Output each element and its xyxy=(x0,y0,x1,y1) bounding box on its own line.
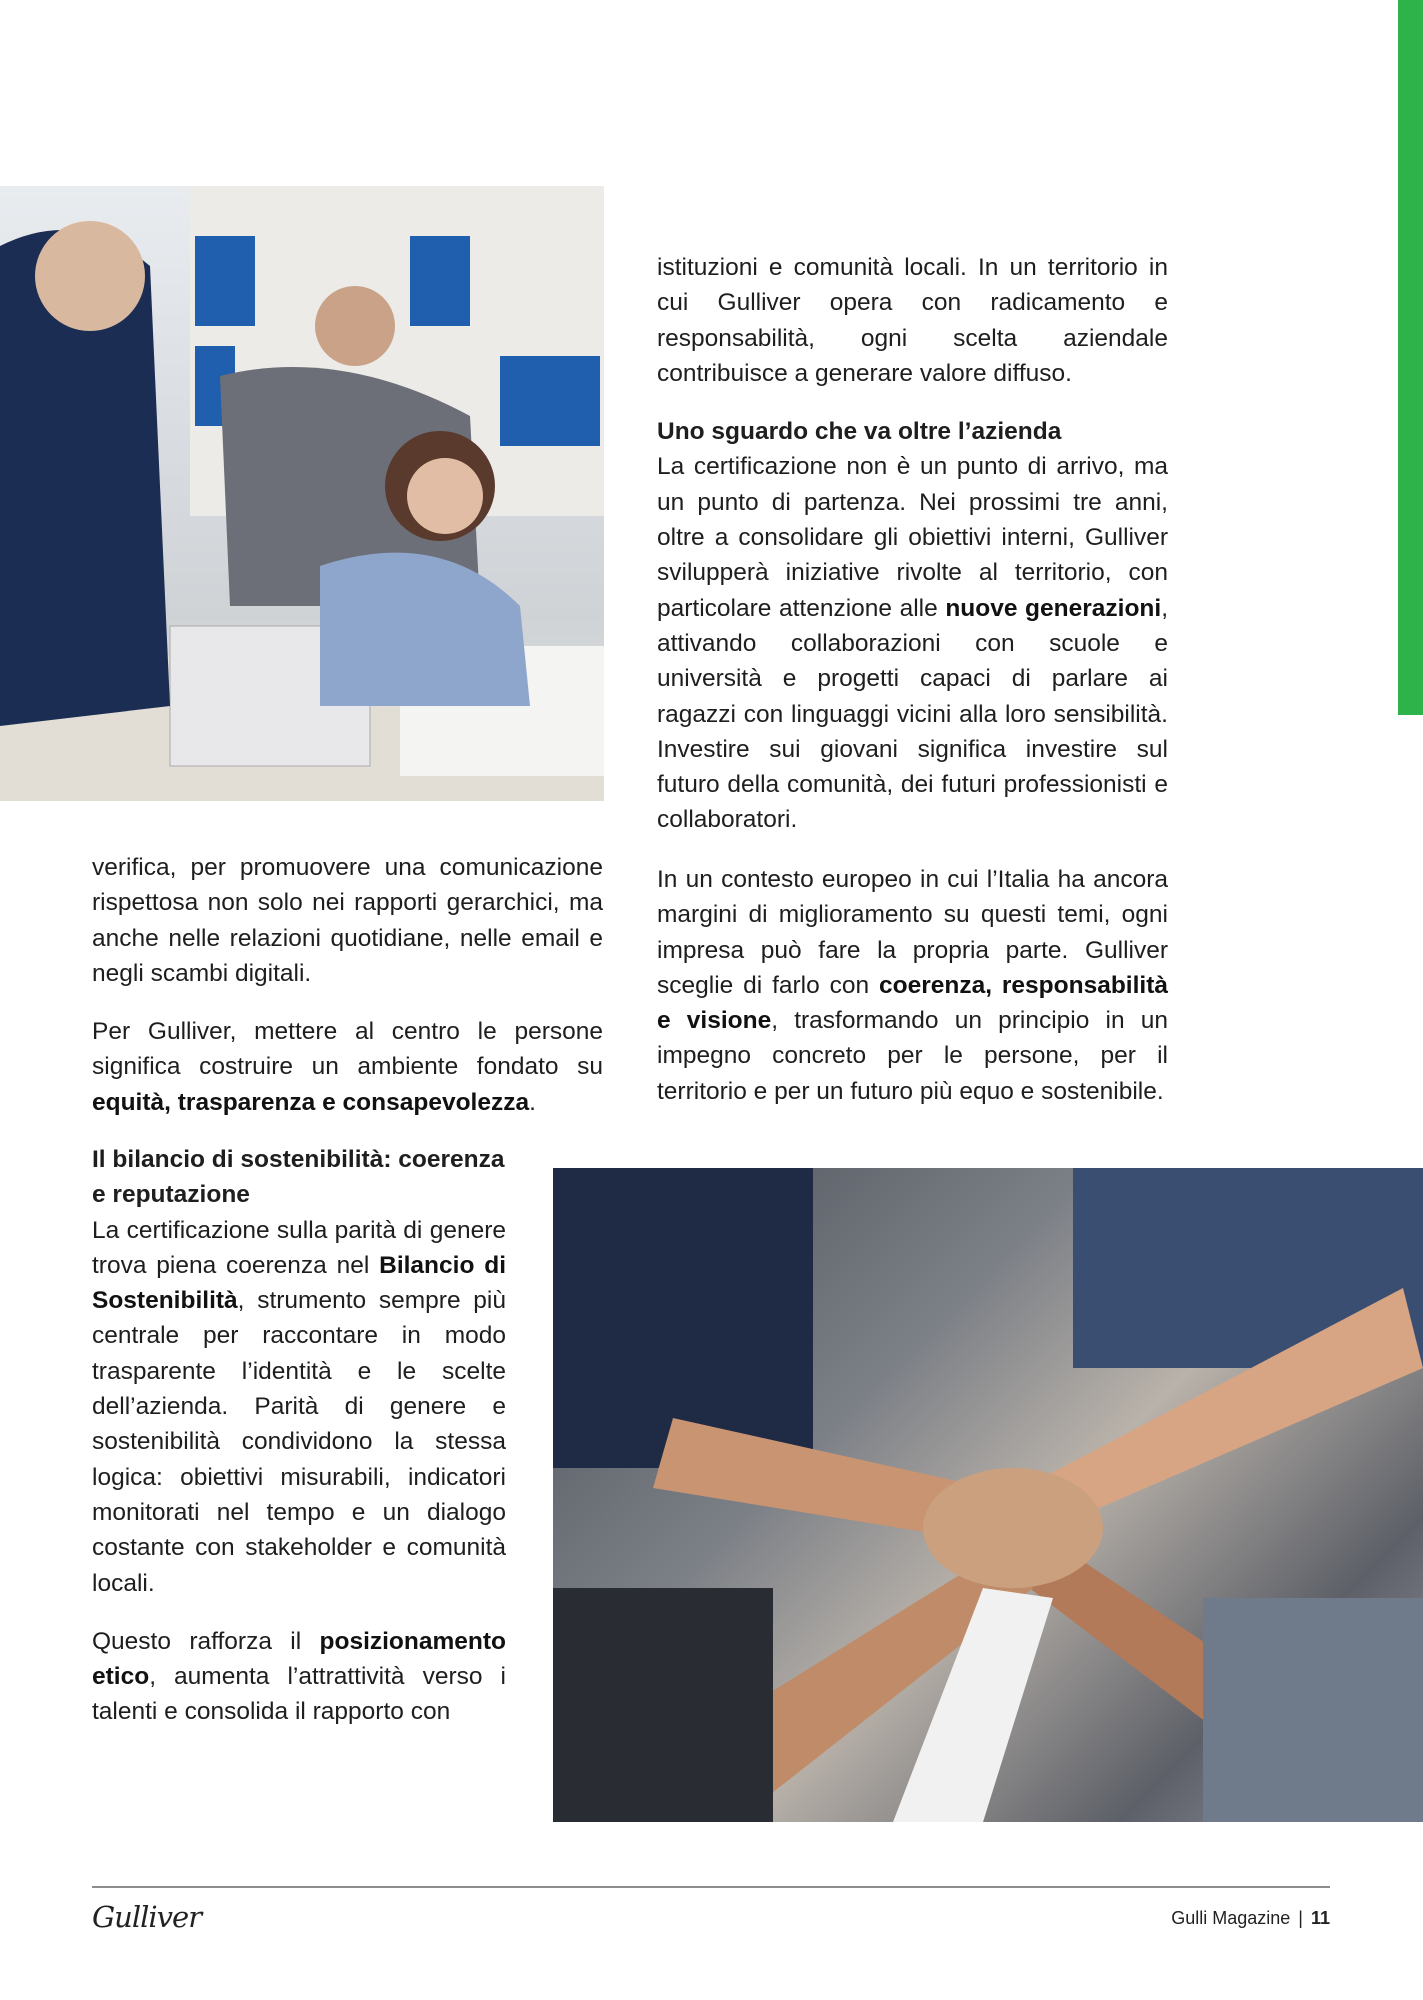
text: La certificazione sulla parità di genere trova piena coerenza nel xyxy=(92,1216,506,1279)
text: In un contesto europeo in cui l’Italia ha ancora margini di miglioramento su questi temi, ogni impresa può fare la propria parte. Gulliver sceglie di farlo con xyxy=(657,866,1168,999)
bold-text: equità, trasparenza e consapevolezza xyxy=(92,1088,530,1116)
section-heading: Uno sguardo che va oltre l’azienda xyxy=(657,418,1062,446)
office-photo-illustration xyxy=(0,186,604,801)
bold-text: posizionamento etico xyxy=(92,1627,506,1691)
paragraph: verifica, per promuovere una comunicazione rispettosa non solo nei rapporti gerarchici, ma anche nelle relazioni quotidiane, nelle email e negli scambi digitali. xyxy=(92,854,603,987)
magazine-name: Gulli Magazine xyxy=(1171,1908,1291,1928)
paragraph xyxy=(657,862,1168,1109)
paragraph xyxy=(92,1213,506,1601)
article-column-right-top xyxy=(657,250,1168,861)
accent-bar xyxy=(1398,0,1423,715)
text: , aumenta l’attrattività verso i talenti e consolida il rapporto con xyxy=(92,1663,506,1726)
section-heading: Il bilancio di sostenibilità: coerenza e reputazione xyxy=(92,1146,505,1209)
separator: | xyxy=(1298,1908,1303,1928)
paragraph: istituzioni e comunità locali. In un territorio in cui Gulliver opera con radicamento e responsabilità, ogni scelta aziendale contribuisce a generare valore diffuso. xyxy=(657,254,1168,387)
article-column-left-bottom xyxy=(92,1142,506,1753)
text: Questo rafforza il xyxy=(92,1627,320,1655)
text: , attivando collaborazioni con scuole e università e progetti capaci di parlare ai ragazzi con linguaggi vicini alla loro sensibilità. Investire sui giovani significa investire sul futuro della comunità, dei futuri professionisti e collaboratori. xyxy=(657,594,1169,834)
paragraph xyxy=(657,449,1168,837)
text: . xyxy=(529,1088,536,1116)
office-photo xyxy=(0,186,604,801)
paragraph xyxy=(92,1624,506,1730)
team-hands-photo xyxy=(553,1168,1423,1822)
footer-divider xyxy=(92,1886,1330,1888)
bold-text: nuove generazioni xyxy=(945,594,1162,622)
footer-page-info xyxy=(1171,1908,1330,1929)
text: , trasformando un principio in un impegno concreto per le persone, per il territorio e per un futuro più equo e sostenibile. xyxy=(657,1007,1169,1105)
paragraph xyxy=(92,1014,603,1120)
team-hands-illustration xyxy=(553,1168,1423,1822)
text: Per Gulliver, mettere al centro le persone significa costruire un ambiente fondato su xyxy=(92,1018,603,1081)
bold-text: coerenza, responsabilità e visione xyxy=(657,971,1168,1035)
bold-text: Bilancio di Sostenibilità xyxy=(92,1251,506,1315)
text: La certificazione non è un punto di arrivo, ma un punto di partenza. Nei prossimi tre anni, oltre a consolidare gli obiettivi interni, Gulliver svilupperà iniziative rivolte al territorio, con particolare attenzione alle xyxy=(657,453,1168,622)
gulliver-logo: Gulliver xyxy=(92,1900,202,1934)
article-column-left-mid xyxy=(92,850,603,1143)
article-column-right-bottom xyxy=(657,862,1168,1132)
text: , strumento sempre più centrale per raccontare in modo trasparente l’identità e le scelte dell’azienda. Parità di genere e sostenibilità condividono la stessa logica: obiettivi misurabili, indicatori monitorati nel tempo e un dialogo costante con stakeholder e comunità locali. xyxy=(92,1287,506,1597)
page-number: 11 xyxy=(1310,1908,1330,1928)
